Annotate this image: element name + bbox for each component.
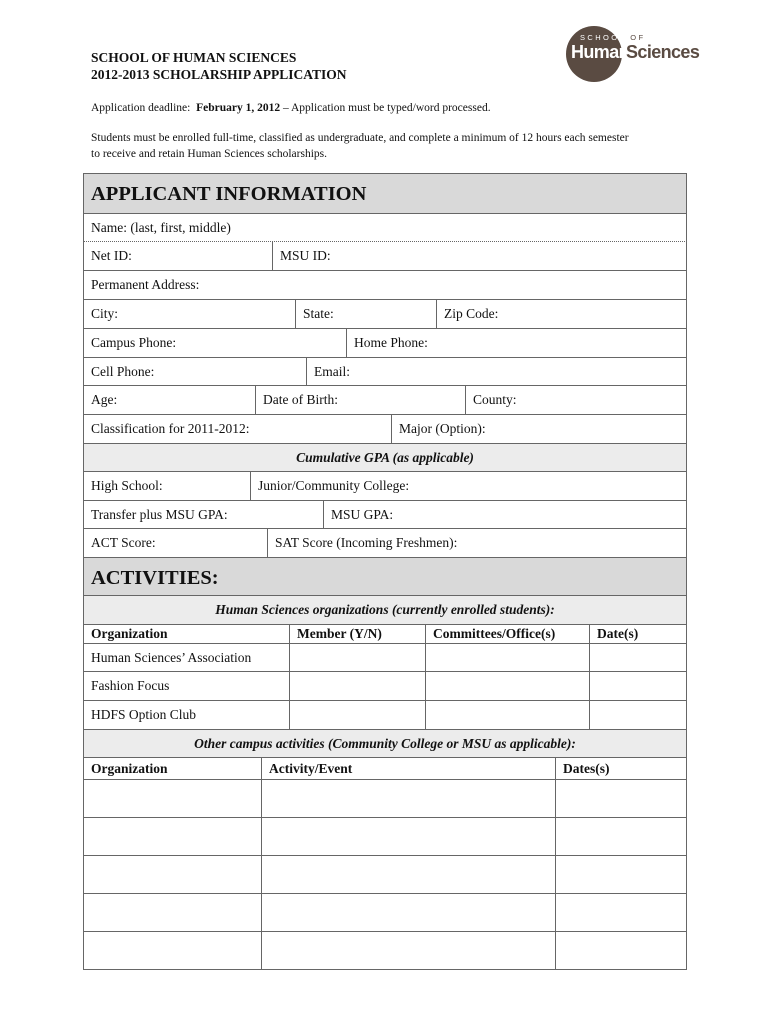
row-test-scores <box>83 529 687 558</box>
hs-org-name: Fashion Focus <box>91 678 170 693</box>
deadline-note: – Application must be typed/word processed. <box>282 102 491 114</box>
row-age-dob-county <box>83 386 687 415</box>
member-cell[interactable] <box>289 701 425 729</box>
hs-col-member: Member (Y/N) <box>289 625 425 643</box>
table-row <box>83 644 687 672</box>
hs-col-organization: Organization <box>91 626 168 641</box>
activity-cell[interactable] <box>261 856 555 893</box>
hs-col-dates: Date(s) <box>589 625 638 643</box>
address-field[interactable]: Permanent Address: <box>91 277 200 292</box>
zip-field[interactable]: Zip Code: <box>436 300 498 328</box>
age-field[interactable]: Age: <box>91 392 118 407</box>
dates-cell[interactable] <box>555 932 563 969</box>
dates-cell[interactable] <box>589 672 597 700</box>
sat-score-field[interactable]: SAT Score (Incoming Freshmen): <box>267 529 457 557</box>
organization-cell[interactable] <box>84 894 261 931</box>
table-row <box>83 672 687 701</box>
cell-phone-field[interactable]: Cell Phone: <box>91 364 155 379</box>
activities-section-header: ACTIVITIES: <box>83 558 687 596</box>
dates-cell[interactable] <box>589 644 597 671</box>
title-line-1: SCHOOL OF HUMAN SCIENCES <box>91 50 297 65</box>
state-field[interactable]: State: <box>295 300 436 328</box>
dates-cell[interactable] <box>555 818 563 855</box>
other-col-activity: Activity/Event <box>261 758 555 779</box>
dates-cell[interactable] <box>555 780 563 817</box>
table-row <box>83 894 687 932</box>
home-phone-field[interactable]: Home Phone: <box>346 329 428 357</box>
committees-cell[interactable] <box>425 644 589 671</box>
activity-cell[interactable] <box>261 932 555 969</box>
row-cell-email <box>83 358 687 386</box>
other-col-dates: Dates(s) <box>555 758 610 779</box>
high-school-gpa-field[interactable]: High School: <box>91 478 163 493</box>
classification-field[interactable]: Classification for 2011-2012: <box>91 421 250 436</box>
hs-organizations-subheader: Human Sciences organizations (currently enrolled students): <box>83 596 687 625</box>
title-line-2: 2012-2013 SCHOLARSHIP APPLICATION <box>91 67 347 82</box>
city-field[interactable]: City: <box>91 306 119 321</box>
email-field[interactable]: Email: <box>306 358 350 385</box>
deadline-date: February 1, 2012 <box>196 102 281 114</box>
row-name[interactable] <box>83 214 687 242</box>
table-row <box>83 701 687 730</box>
school-logo <box>566 26 700 82</box>
major-field[interactable]: Major (Option): <box>391 415 486 443</box>
table-row <box>83 780 687 818</box>
row-school-gpa <box>83 472 687 501</box>
deadline-paragraph <box>91 100 491 116</box>
enrollment-line-2: to receive and retain Human Sciences scholarships. <box>91 148 327 160</box>
campus-phone-field[interactable]: Campus Phone: <box>91 335 177 350</box>
enrollment-line-1: Students must be enrolled full-time, classified as undergraduate, and complete a minimum of 12 hours each semester <box>91 132 629 144</box>
dates-cell[interactable] <box>555 856 563 893</box>
activity-cell[interactable] <box>261 894 555 931</box>
logo-sciences-text: Sciences <box>626 42 700 62</box>
row-phones <box>83 329 687 358</box>
row-ids <box>83 242 687 271</box>
row-classification-major <box>83 415 687 444</box>
member-cell[interactable] <box>289 672 425 700</box>
committees-cell[interactable] <box>425 701 589 729</box>
organization-cell[interactable] <box>84 932 261 969</box>
enrollment-paragraph <box>91 130 629 162</box>
logo-school-text: SCHOOL OF <box>580 33 646 42</box>
gpa-subheader: Cumulative GPA (as applicable) <box>83 444 687 472</box>
act-score-field[interactable]: ACT Score: <box>91 535 156 550</box>
hs-col-committees: Committees/Office(s) <box>425 625 589 643</box>
activity-cell[interactable] <box>261 780 555 817</box>
other-table-header <box>83 758 687 780</box>
table-row <box>83 818 687 856</box>
organization-cell[interactable] <box>84 780 261 817</box>
other-activities-subheader: Other campus activities (Community College or MSU as applicable): <box>83 730 687 758</box>
row-address <box>83 271 687 300</box>
committees-cell[interactable] <box>425 672 589 700</box>
dates-cell[interactable] <box>589 701 597 729</box>
other-col-organization: Organization <box>91 761 168 776</box>
application-form <box>83 173 687 970</box>
form-title <box>91 49 347 83</box>
county-field[interactable]: County: <box>465 386 517 414</box>
activity-cell[interactable] <box>261 818 555 855</box>
dates-cell[interactable] <box>555 894 563 931</box>
net-id-field[interactable]: Net ID: <box>91 248 132 263</box>
row-city-state-zip <box>83 300 687 329</box>
hs-table-header <box>83 625 687 644</box>
member-cell[interactable] <box>289 644 425 671</box>
table-row <box>83 932 687 970</box>
msu-gpa-field[interactable]: MSU GPA: <box>323 501 393 528</box>
transfer-gpa-field[interactable]: Transfer plus MSU GPA: <box>91 507 228 522</box>
hs-org-name: HDFS Option Club <box>91 707 197 722</box>
hs-org-name: Human Sciences’ Association <box>91 650 252 665</box>
organization-cell[interactable] <box>84 818 261 855</box>
table-row <box>83 856 687 894</box>
name-field[interactable]: Name: (last, first, middle) <box>91 220 231 235</box>
deadline-label: Application deadline: <box>91 102 191 114</box>
msu-id-field[interactable]: MSU ID: <box>272 242 331 270</box>
dob-field[interactable]: Date of Birth: <box>255 386 465 414</box>
organization-cell[interactable] <box>84 856 261 893</box>
row-transfer-msu-gpa <box>83 501 687 529</box>
applicant-section-header: APPLICANT INFORMATION <box>83 173 687 214</box>
junior-college-gpa-field[interactable]: Junior/Community College: <box>250 472 409 500</box>
logo-human-text: Human <box>571 42 630 62</box>
